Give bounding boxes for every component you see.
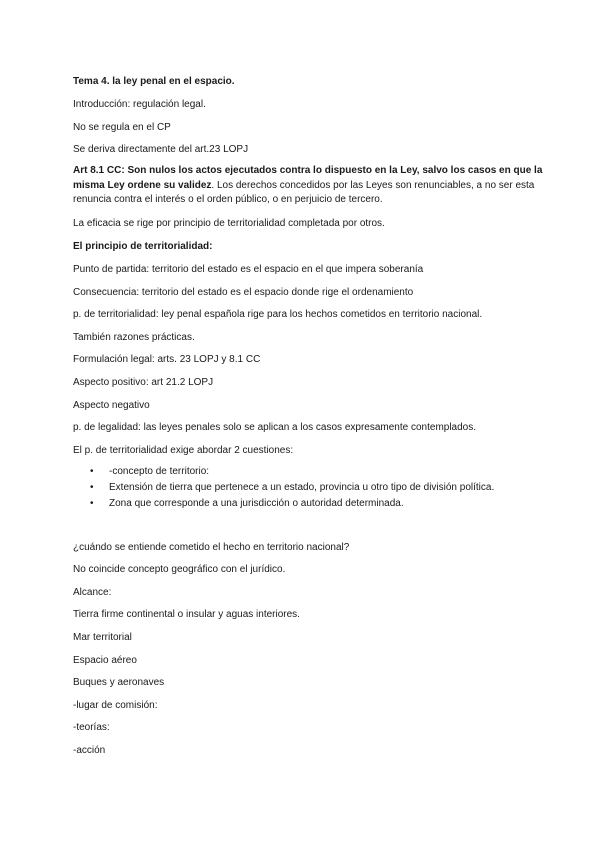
art-8-1-bold-text: Art 8.1 CC: Son nulos los actos ejecutados contra lo dispuesto en la Ley, salvo los casos en que la misma Ley ordene su validez bbox=[73, 165, 543, 191]
teorias-line: -teorías: bbox=[73, 722, 110, 733]
aspecto-negativo-line: Aspecto negativo bbox=[73, 400, 150, 411]
aspecto-positivo-line: Aspecto positivo: art 21.2 LOPJ bbox=[73, 377, 214, 388]
territorio-bullet-list bbox=[90, 466, 494, 514]
accion-line: -acción bbox=[73, 745, 106, 756]
exige-line: El p. de territorialidad exige abordar 2 cuestiones: bbox=[73, 445, 294, 456]
cuando-line: ¿cuándo se entiende cometido el hecho en territorio nacional? bbox=[73, 542, 350, 553]
principio-heading: El principio de territorialidad: bbox=[73, 241, 213, 252]
intro-line: Introducción: regulación legal. bbox=[73, 99, 206, 110]
formulacion-line: Formulación legal: arts. 23 LOPJ y 8.1 CC bbox=[73, 354, 261, 365]
art-8-1-rest-text: . Los derechos concedidos por las Leyes son renunciables, a no ser esta renuncia contra el interés o el orden público, o en perjuicio de tercero. bbox=[73, 179, 535, 205]
no-cp-line: No se regula en el CP bbox=[73, 122, 171, 133]
buques-line: Buques y aeronaves bbox=[73, 677, 165, 688]
lugar-comision-line: -lugar de comisión: bbox=[73, 700, 158, 711]
mar-territorial-line: Mar territorial bbox=[73, 632, 132, 643]
p-territorialidad-line: p. de territorialidad: ley penal española rige para los hechos cometidos en territorio nacional. bbox=[73, 309, 483, 320]
eficacia-line: La eficacia se rige por principio de territorialidad completada por otros. bbox=[73, 218, 385, 229]
deriva-line: Se deriva directamente del art.23 LOPJ bbox=[73, 144, 249, 155]
espacio-aereo-line: Espacio aéreo bbox=[73, 655, 137, 666]
tierra-firme-line: Tierra firme continental o insular y aguas interiores. bbox=[73, 609, 300, 620]
list-item: • -concepto de territorio: bbox=[90, 466, 210, 477]
bullet-icon: • bbox=[90, 498, 94, 509]
consecuencia-line: Consecuencia: territorio del estado es el espacio donde rige el ordenamiento bbox=[73, 287, 414, 298]
punto-partida-line: Punto de partida: territorio del estado es el espacio en el que impera soberanía bbox=[73, 264, 424, 275]
list-item: • Extensión de tierra que pertenece a un estado, provincia u otro tipo de división política. bbox=[90, 482, 495, 493]
bullet-icon: • bbox=[90, 482, 94, 493]
alcance-line: Alcance: bbox=[73, 587, 112, 598]
no-coincide-line: No coincide concepto geográfico con el jurídico. bbox=[73, 564, 286, 575]
razones-line: También razones prácticas. bbox=[73, 332, 195, 343]
bullet-icon: • bbox=[90, 466, 94, 477]
document-title: Tema 4. la ley penal en el espacio. bbox=[73, 76, 235, 87]
list-item: • Zona que corresponde a una jurisdicción o autoridad determinada. bbox=[90, 498, 404, 509]
art-8-1-paragraph bbox=[73, 164, 543, 208]
p-legalidad-line: p. de legalidad: las leyes penales solo se aplican a los casos expresamente contemplados. bbox=[73, 422, 477, 433]
